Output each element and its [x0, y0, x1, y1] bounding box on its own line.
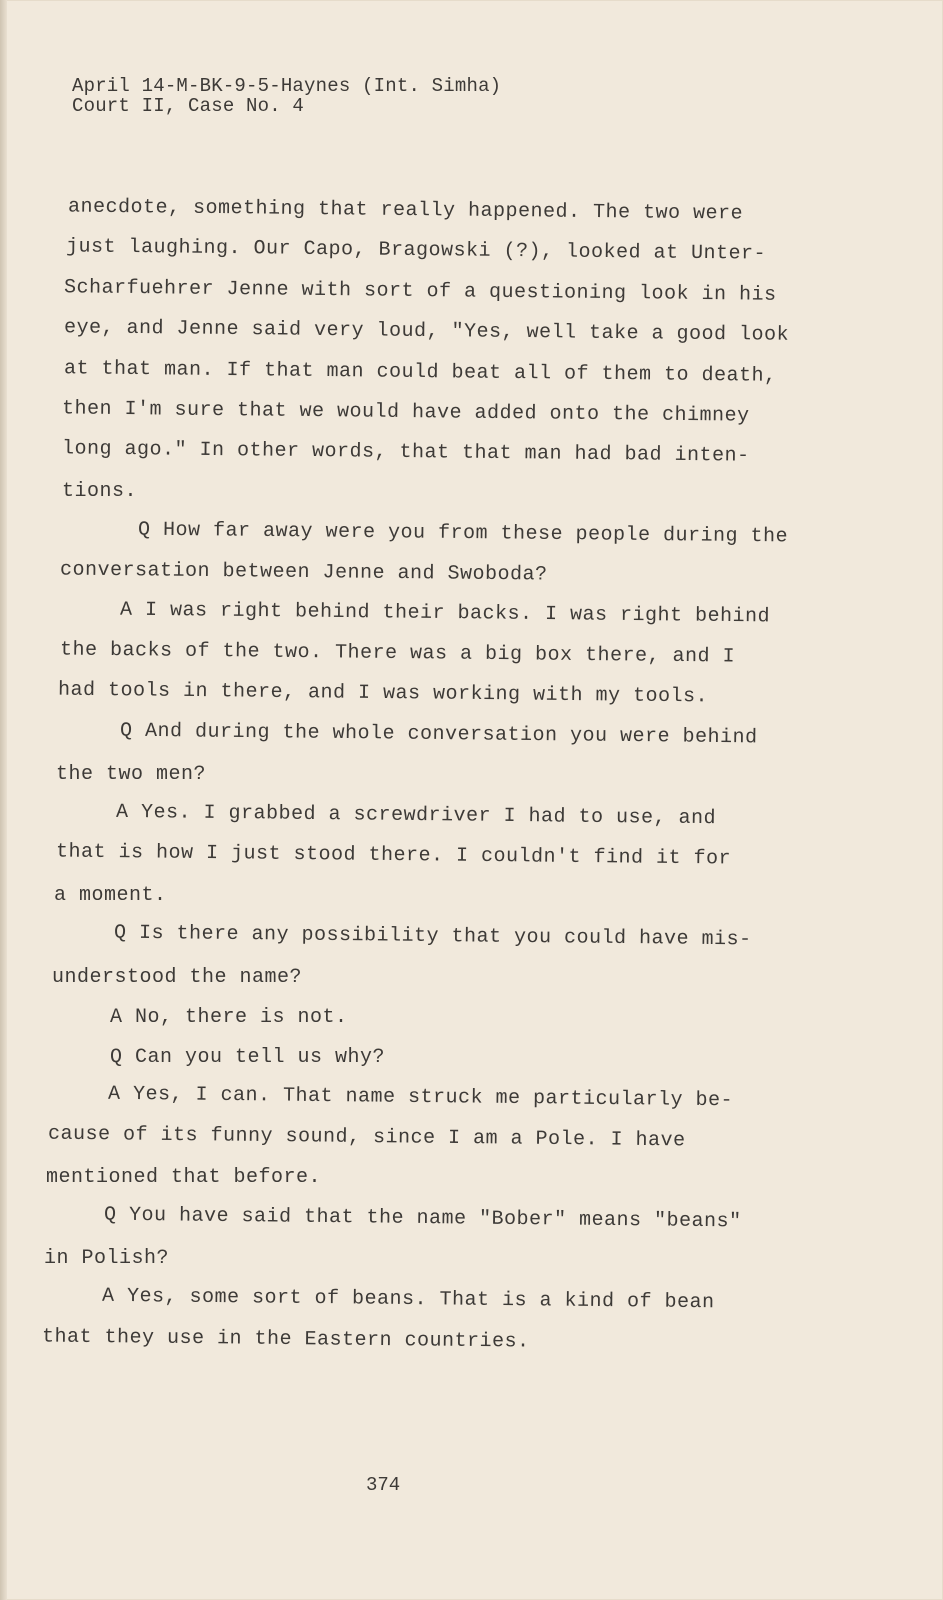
text-line: that they use in the Eastern countries. [41, 1325, 530, 1354]
header-line-2: Court II, Case No. 4 [72, 95, 305, 117]
text-line: mentioned that before. [46, 1166, 322, 1189]
question-line: Q How far away were you from these people during the [137, 518, 789, 549]
question-line: Q You have said that the name "Bober" means "beans" [103, 1203, 742, 1234]
document-header [72, 76, 501, 116]
answer-line: A Yes. I grabbed a screwdriver I had to use, and [115, 800, 717, 831]
question-line: Q Can you tell us why? [110, 1046, 386, 1069]
header-line-1: April 14-M-BK-9-5-Haynes (Int. Simha) [72, 75, 502, 97]
text-line: at that man. If that man could beat all of them to death, [63, 357, 777, 388]
answer-line: A Yes, I can. That name struck me particularly be- [107, 1082, 734, 1113]
text-line: had tools in there, and I was working with my tools. [57, 678, 709, 709]
text-line: long ago." In other words, that that man had bad inten- [61, 437, 750, 468]
text-line: tions. [62, 480, 138, 503]
text-line: Scharfuehrer Jenne with sort of a questioning look in his [63, 276, 777, 307]
text-line: in Polish? [44, 1247, 170, 1270]
answer-line: A I was right behind their backs. I was right behind [119, 598, 771, 629]
text-line: conversation between Jenne and Swoboda? [59, 558, 548, 587]
answer-line: A No, there is not. [110, 1006, 348, 1029]
text-line: the two men? [56, 763, 207, 786]
text-line: a moment. [54, 884, 167, 907]
text-line: that is how I just stood there. I couldn't find it for [55, 840, 732, 871]
question-line: Q Is there any possibility that you could have mis- [113, 921, 752, 952]
page-edge [0, 0, 7, 1600]
answer-line: A Yes, some sort of beans. That is a kind of bean [101, 1284, 715, 1315]
page-number: 374 [366, 1474, 401, 1496]
text-line: anecdote, something that really happened. The two were [67, 195, 744, 226]
text-line: just laughing. Our Capo, Bragowski (?), looked at Unter- [65, 235, 767, 266]
text-line: understood the name? [52, 966, 303, 989]
text-line: eye, and Jenne said very loud, "Yes, well take a good look [63, 316, 790, 347]
text-line: cause of its funny sound, since I am a Pole. I have [47, 1122, 686, 1153]
text-line: the backs of the two. There was a big box there, and I [59, 638, 736, 669]
question-line: Q And during the whole conversation you were behind [119, 719, 758, 750]
text-line: then I'm sure that we would have added onto the chimney [61, 397, 750, 428]
